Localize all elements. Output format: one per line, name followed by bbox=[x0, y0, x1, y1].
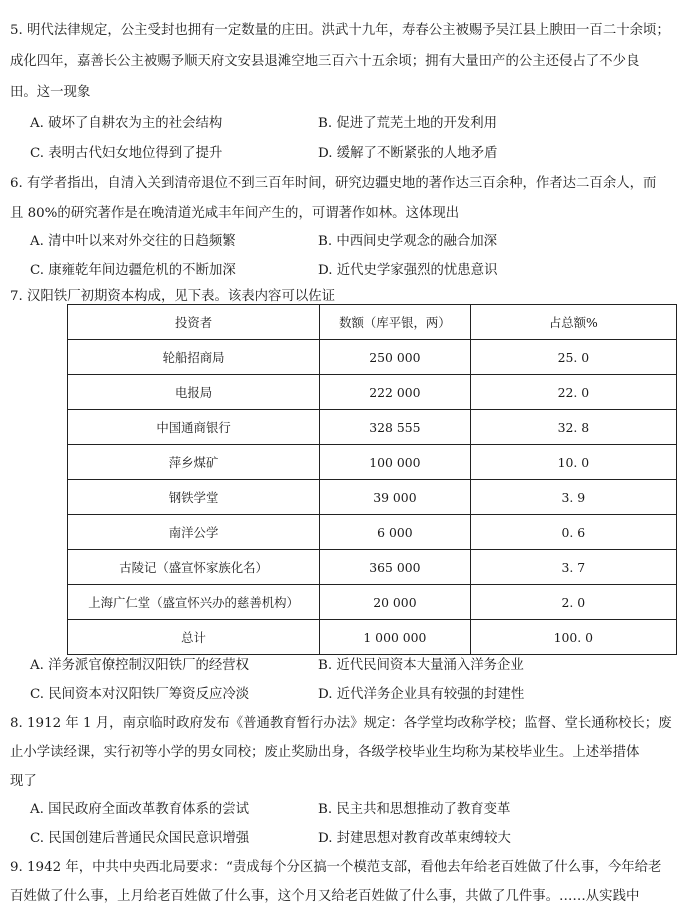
table-cell: 萍乡煤矿 bbox=[68, 445, 320, 480]
table-cell: 100 000 bbox=[320, 445, 471, 480]
table-row bbox=[68, 410, 677, 445]
q9-stem-line-2: 百姓做了什么事，上月给老百姓做了什么事，这个月又给老百姓做了什么事，共做了几件事。……从实践中 bbox=[10, 889, 640, 904]
table-cell: 电报局 bbox=[68, 375, 320, 410]
table-row bbox=[68, 550, 677, 585]
table-row bbox=[68, 375, 677, 410]
q6-option-c[interactable]: C. 康雍乾年间边疆危机的不断加深 bbox=[30, 263, 236, 278]
q8-option-c[interactable]: C. 民国创建后普通民众国民意识增强 bbox=[30, 831, 250, 846]
table-row bbox=[68, 585, 677, 620]
table-cell: 上海广仁堂（盛宣怀兴办的慈善机构） bbox=[68, 585, 320, 620]
table-cell: 1 000 000 bbox=[320, 620, 471, 655]
q6-option-d[interactable]: D. 近代史学家强烈的忧患意识 bbox=[318, 263, 498, 278]
q7-option-c[interactable]: C. 民间资本对汉阳铁厂筹资反应冷淡 bbox=[30, 687, 250, 702]
table-header: 数额（库平银，两） bbox=[320, 305, 471, 340]
q8-stem-line-1: 8. 1912 年 1 月，南京临时政府发布《普通教育暂行办法》规定：各学堂均改称学校；监督、堂长通称校长；废 bbox=[10, 716, 672, 731]
table-row bbox=[68, 340, 677, 375]
table-row-total bbox=[68, 620, 677, 655]
table-cell: 钢铁学堂 bbox=[68, 480, 320, 515]
q6-stem-line-1: 6. 有学者指出，自清入关到清帝退位不到三百年时间，研究边疆史地的著作达三百余种，作者达二百余人，而 bbox=[10, 176, 657, 191]
q5-option-a[interactable]: A. 破坏了自耕农为主的社会结构 bbox=[30, 116, 223, 131]
table-cell: 3. 7 bbox=[470, 550, 676, 585]
q8-option-a[interactable]: A. 国民政府全面改革教育体系的尝试 bbox=[30, 802, 250, 817]
table-row bbox=[68, 480, 677, 515]
table-cell: 25. 0 bbox=[470, 340, 676, 375]
q5-stem-line-3: 田。这一现象 bbox=[10, 85, 91, 100]
q5-option-b[interactable]: B. 促进了荒芜土地的开发利用 bbox=[318, 116, 498, 131]
table-cell: 100. 0 bbox=[470, 620, 676, 655]
table-cell: 古陵记（盛宣怀家族化名） bbox=[68, 550, 320, 585]
table-header: 占总额% bbox=[470, 305, 676, 340]
q6-stem-line-2: 且 80%的研究著作是在晚清道光咸丰年间产生的，可谓著作如林。这体现出 bbox=[10, 206, 460, 221]
table-row bbox=[68, 515, 677, 550]
table-cell: 2. 0 bbox=[470, 585, 676, 620]
table-cell: 22. 0 bbox=[470, 375, 676, 410]
q6-option-a[interactable]: A. 清中叶以来对外交往的日趋频繁 bbox=[30, 234, 236, 249]
table-cell: 南洋公学 bbox=[68, 515, 320, 550]
table-cell: 中国通商银行 bbox=[68, 410, 320, 445]
table-cell: 0. 6 bbox=[470, 515, 676, 550]
q6-option-b[interactable]: B. 中西间史学观念的融合加深 bbox=[318, 234, 498, 249]
q7-stem: 7. 汉阳铁厂初期资本构成，见下表。该表内容可以佐证 bbox=[10, 289, 336, 304]
q5-stem-line-2: 成化四年，嘉善长公主被赐予顺天府文安县退滩空地三百六十五余顷；拥有大量田产的公主还侵占了不少良 bbox=[10, 54, 640, 69]
table-header: 投资者 bbox=[68, 305, 320, 340]
q8-stem-line-2: 止小学读经课，实行初等小学的男女同校；废止奖励出身，各级学校毕业生均称为某校毕业生。上述举措体 bbox=[10, 745, 640, 760]
q7-option-d[interactable]: D. 近代洋务企业具有较强的封建性 bbox=[318, 687, 525, 702]
table-cell: 轮船招商局 bbox=[68, 340, 320, 375]
table-row bbox=[68, 445, 677, 480]
table-cell: 365 000 bbox=[320, 550, 471, 585]
table-cell: 6 000 bbox=[320, 515, 471, 550]
q7-option-a[interactable]: A. 洋务派官僚控制汉阳铁厂的经营权 bbox=[30, 658, 250, 673]
table-cell: 32. 8 bbox=[470, 410, 676, 445]
q9-stem-line-1: 9. 1942 年，中共中央西北局要求：“责成每个分区搞一个模范支部，看他去年给老百姓做了什么事，今年给老 bbox=[10, 860, 662, 875]
q8-option-d[interactable]: D. 封建思想对教育改革束缚较大 bbox=[318, 831, 511, 846]
table-cell: 328 555 bbox=[320, 410, 471, 445]
q5-option-c[interactable]: C. 表明古代妇女地位得到了提升 bbox=[30, 146, 223, 161]
table-cell: 39 000 bbox=[320, 480, 471, 515]
table-cell: 3. 9 bbox=[470, 480, 676, 515]
table-cell: 20 000 bbox=[320, 585, 471, 620]
q5-stem-line-1: 5. 明代法律规定，公主受封也拥有一定数量的庄田。洪武十九年，寿春公主被赐予吴江县上腴田一百二十余顷； bbox=[10, 23, 670, 38]
q8-stem-line-3: 现了 bbox=[10, 774, 37, 789]
q8-option-b[interactable]: B. 民主共和思想推动了教育变革 bbox=[318, 802, 511, 817]
table-header-row bbox=[68, 305, 677, 340]
table-cell: 总计 bbox=[68, 620, 320, 655]
table-cell: 250 000 bbox=[320, 340, 471, 375]
table-cell: 10. 0 bbox=[470, 445, 676, 480]
q7-option-b[interactable]: B. 近代民间资本大量涌入洋务企业 bbox=[318, 658, 524, 673]
capital-table bbox=[67, 304, 677, 655]
q5-option-d[interactable]: D. 缓解了不断紧张的人地矛盾 bbox=[318, 146, 498, 161]
table-cell: 222 000 bbox=[320, 375, 471, 410]
